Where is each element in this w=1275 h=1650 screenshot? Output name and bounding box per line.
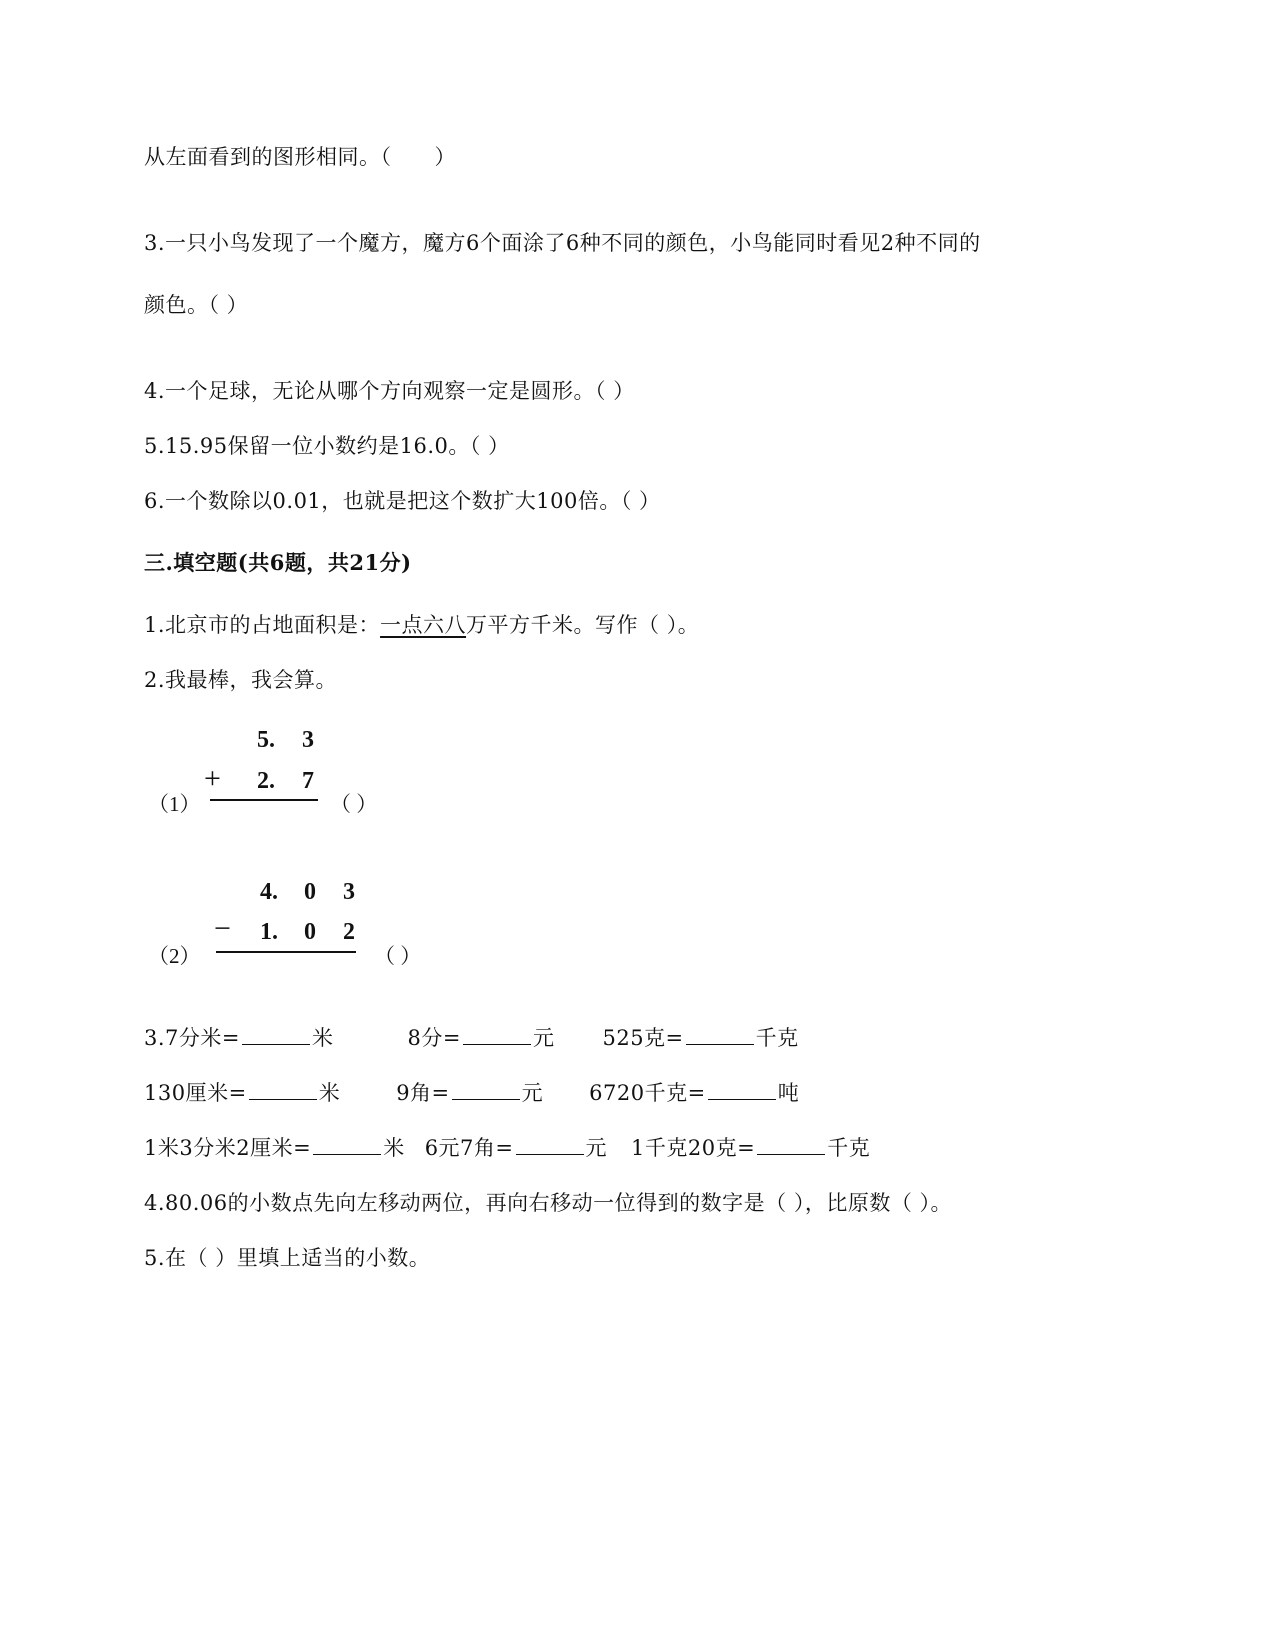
- conversion-unit: 吨: [777, 1081, 800, 1105]
- q6-statement: 6.一个数除以0.01，也就是把这个数扩大100倍。（ ）: [144, 489, 661, 513]
- answer-blank[interactable]: [463, 1024, 531, 1045]
- q5-statement: 5.15.95保留一位小数约是16.0。（ ）: [144, 434, 510, 458]
- fill-q1-prefix: 1.北京市的占地面积是：: [144, 613, 381, 637]
- conversion-item: [425, 1136, 607, 1160]
- conversion-unit: 米: [312, 1026, 334, 1050]
- answer-blank[interactable]: [242, 1024, 310, 1045]
- answer-blank[interactable]: [686, 1024, 754, 1045]
- fill-q1: [144, 611, 699, 639]
- conversion-item: [408, 1026, 555, 1050]
- calc1-label: （1）: [148, 792, 201, 816]
- answer-blank[interactable]: [708, 1079, 776, 1100]
- q2-continuation: 从左面看到的图形相同。（ ）: [144, 145, 456, 169]
- section-three-heading: 三.填空题(共6题，共21分): [144, 550, 412, 575]
- q4-statement: 4.一个足球，无论从哪个方向观察一定是圆形。（ ）: [144, 379, 635, 403]
- conversion-unit: 元: [585, 1136, 608, 1160]
- calc2-top-digit: 4.: [260, 879, 278, 905]
- q3-line2: 颜色。（ ）: [144, 293, 249, 317]
- calc2-answer-blank[interactable]: （ ）: [374, 944, 422, 968]
- conversion-unit: 千克: [755, 1026, 799, 1050]
- fill-q2-text: 2.我最棒，我会算。: [144, 668, 338, 692]
- q3-line1: 3.一只小鸟发现了一个魔方，魔方6个面涂了6种不同的颜色，小鸟能同时看见2种不同的: [144, 231, 981, 255]
- fill-q3-row: [144, 1079, 799, 1107]
- conversion-item: [589, 1081, 799, 1105]
- calc2-difference-line: [216, 951, 356, 953]
- conversion-left: 1千克20克=: [631, 1136, 756, 1160]
- conversion-item: [144, 1026, 334, 1050]
- conversion-item: [144, 1081, 340, 1105]
- calc2-operator: −: [214, 912, 231, 945]
- conversion-left: 6元7角=: [424, 1136, 514, 1160]
- conversion-item: [144, 1136, 405, 1160]
- conversion-left: 1米3分米2厘米=: [144, 1136, 312, 1160]
- calc1-operator: +: [204, 762, 221, 795]
- answer-blank[interactable]: [249, 1079, 317, 1100]
- conversion-left: 9角=: [396, 1081, 450, 1105]
- calc2-bottom-digit: 1.: [260, 919, 278, 945]
- calc2-label: （2）: [148, 944, 201, 968]
- conversion-left: 6720千克=: [589, 1081, 706, 1105]
- answer-blank[interactable]: [516, 1134, 584, 1155]
- calc1-top-digit: 5.: [257, 727, 275, 753]
- conversion-unit: 千克: [827, 1136, 871, 1160]
- calc2-bottom-digit: 2: [343, 919, 355, 945]
- calc2-top-digit: 0: [304, 879, 316, 905]
- conversion-item: [602, 1026, 798, 1050]
- answer-blank[interactable]: [313, 1134, 381, 1155]
- fill-q1-underlined: 一点六八: [380, 613, 467, 637]
- conversion-left: 130厘米=: [144, 1081, 247, 1105]
- calc1-top-digit: 3: [302, 727, 314, 753]
- answer-blank[interactable]: [757, 1134, 825, 1155]
- conversion-left: 3.7分米=: [144, 1026, 240, 1050]
- fill-q3-row: [144, 1134, 870, 1162]
- fill-q1-suffix: 万平方千米。写作（ ）。: [466, 613, 700, 637]
- fill-q4: 4.80.06的小数点先向左移动两位，再向右移动一位得到的数字是（ ），比原数（ ）。: [144, 1191, 953, 1215]
- fill-q3-row: [144, 1024, 799, 1052]
- conversion-left: 525克=: [602, 1026, 684, 1050]
- calc1-sum-line: [210, 799, 318, 801]
- calc2-bottom-digit: 0: [304, 919, 316, 945]
- answer-blank[interactable]: [452, 1079, 520, 1100]
- calc1-bottom-digit: 2.: [257, 768, 275, 794]
- conversion-unit: 米: [318, 1081, 341, 1105]
- conversion-unit: 元: [521, 1081, 544, 1105]
- conversion-left: 8分=: [407, 1026, 461, 1050]
- conversion-item: [631, 1136, 870, 1160]
- conversion-item: [396, 1081, 543, 1105]
- calc1-bottom-digit: 7: [302, 768, 314, 794]
- conversion-unit: 元: [532, 1026, 555, 1050]
- calc2-top-digit: 3: [343, 879, 355, 905]
- fill-q5: 5.在（ ）里填上适当的小数。: [144, 1246, 431, 1270]
- calc1-answer-blank[interactable]: （ ）: [330, 792, 378, 816]
- conversion-unit: 米: [383, 1136, 405, 1160]
